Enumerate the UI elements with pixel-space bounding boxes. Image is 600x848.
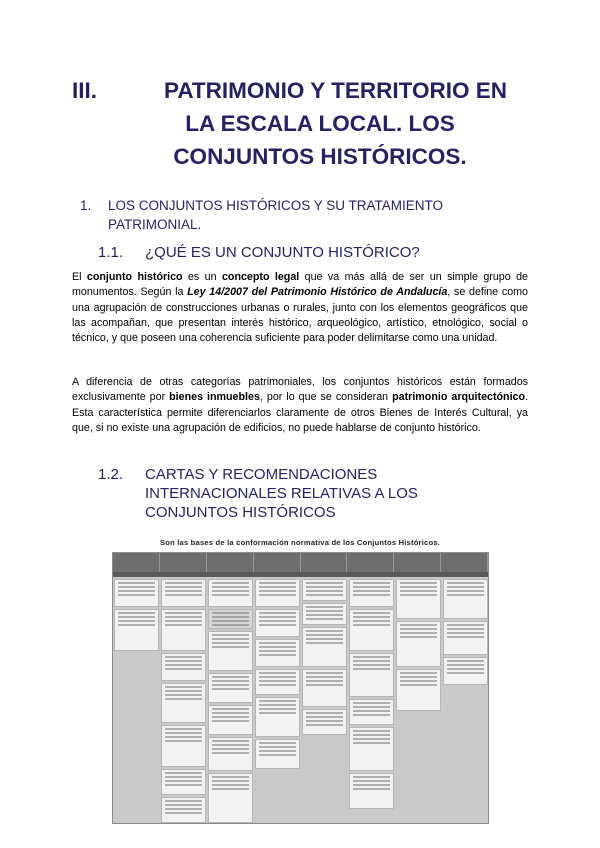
table-cell (396, 579, 441, 619)
section-1-2-heading (98, 465, 526, 522)
text-run: , por lo que se consideran (259, 391, 393, 404)
table-cell (161, 683, 206, 723)
text-run: , se define como una agrupación de construcciones urbanas o rurales, junto con los elementos geográficos que las acompañan, que presentan interés histórico, arqueológico, artístico, etnológico, social o técnico, y que poseen una coherencia suficiente para poder delimitarse como una unidad. (72, 286, 528, 345)
table-column (442, 577, 489, 824)
chapter-title (60, 74, 540, 173)
table-cell (255, 639, 300, 667)
header-cell (347, 553, 394, 572)
table-cell (443, 657, 488, 685)
header-cell (301, 553, 348, 572)
table-cell (443, 621, 488, 655)
bold-term: bienes inmuebles (169, 391, 260, 404)
table-column (348, 577, 395, 824)
table-cell (302, 603, 347, 625)
table-cell (349, 579, 394, 607)
section-1-2-title-line-2: INTERNACIONALES RELATIVAS A LOS (145, 485, 418, 502)
table-cell (161, 609, 206, 651)
table-cell (208, 673, 253, 703)
section-1-title-line-2: PATRIMONIAL. (108, 217, 202, 232)
text-run: . Esta característica permite diferenciarlos claramente de otros Bienes de Interés Cultural, ya que, si no existe una agrupación de edificios, no puede hablarse de conjunto histórico. (72, 391, 528, 434)
table-cell (208, 631, 253, 671)
header-cell (254, 553, 301, 572)
table-column (254, 577, 301, 824)
table-cell (161, 769, 206, 795)
table-cell (302, 669, 347, 707)
table-cell (255, 669, 300, 695)
table-cell (255, 579, 300, 607)
law-reference: Ley 14/2007 del Patrimonio Histórico de Andalucía (187, 286, 448, 299)
paragraph-definition (72, 270, 528, 346)
chapter-title-line-1: PATRIMONIO Y TERRITORIO EN (164, 78, 507, 103)
bold-term: concepto legal (221, 271, 300, 283)
bold-term: conjunto histórico (86, 271, 183, 283)
table-header-band (113, 553, 488, 572)
table-cell (255, 739, 300, 769)
section-1-1-heading (98, 243, 518, 262)
chapter-title-line-3: CONJUNTOS HISTÓRICOS. (173, 144, 467, 169)
table-caption: Son las bases de la conformación normativa de los Conjuntos Históricos. (159, 538, 441, 547)
chapter-title-line-2: LA ESCALA LOCAL. LOS (185, 111, 455, 136)
table-cell (255, 697, 300, 737)
table-cell (114, 579, 159, 607)
table-cell (302, 709, 347, 735)
text-run: A diferencia de otras categorías patrimoniales, los conjuntos históricos están formados exclusivamente por (72, 376, 528, 404)
table-cell (161, 725, 206, 767)
header-cell (441, 553, 488, 572)
table-cell (161, 797, 206, 823)
table-cell (349, 727, 394, 771)
table-column (395, 577, 442, 824)
table-cell (349, 699, 394, 725)
table-cell (349, 609, 394, 651)
section-1-number: 1. (80, 198, 92, 213)
bold-term: patrimonio arquitectónico (392, 391, 526, 404)
table-cell (255, 609, 300, 637)
paragraph-distinction (72, 375, 528, 436)
table-cell (161, 653, 206, 681)
header-cell (394, 553, 441, 572)
table-column (160, 577, 207, 824)
table-cell (349, 773, 394, 809)
text-run: es un (182, 271, 222, 283)
table-cell (349, 653, 394, 697)
section-1-1-title: ¿QUÉ ES UN CONJUNTO HISTÓRICO? (145, 244, 420, 261)
table-cell (114, 609, 159, 651)
table-column (301, 577, 348, 824)
table-cell (208, 773, 253, 823)
section-1-2-number: 1.2. (98, 466, 124, 483)
table-cell (443, 579, 488, 619)
header-cell (160, 553, 207, 572)
table-cell (208, 579, 253, 607)
section-1-title-line-1: LOS CONJUNTOS HISTÓRICOS Y SU TRATAMIENTO (108, 198, 444, 213)
header-cell (113, 553, 160, 572)
table-cell (161, 579, 206, 607)
table-cell (302, 579, 347, 601)
table-cell (396, 621, 441, 667)
table-cell (396, 669, 441, 711)
table-cell (302, 627, 347, 667)
table-cell (208, 609, 253, 629)
table-cell (208, 705, 253, 735)
chapter-number: III. (72, 78, 98, 103)
section-1-1-number: 1.1. (98, 244, 124, 261)
section-1-2-title-line-1: CARTAS Y RECOMENDACIONES (145, 466, 378, 483)
header-cell (207, 553, 254, 572)
text-run: El (72, 271, 87, 283)
table-cell (208, 737, 253, 771)
section-1-2-title-line-3: CONJUNTOS HISTÓRICOS (145, 504, 336, 521)
section-1-heading (80, 196, 500, 234)
charters-table-image (112, 552, 489, 824)
table-column (113, 577, 160, 824)
text-run: que va más allá de ser un simple grupo de monumentos. Según la (72, 271, 528, 299)
table-column (207, 577, 254, 824)
